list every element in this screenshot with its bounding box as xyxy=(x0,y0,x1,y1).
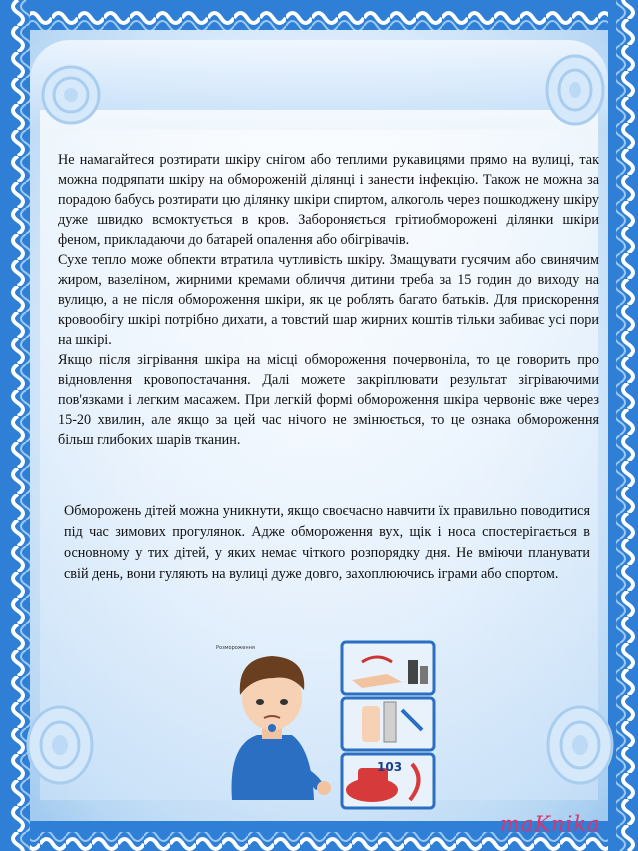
step-panel-2 xyxy=(342,698,434,750)
paragraph-1: Не намагайтеся розтирати шкіру снігом або теплими рукавицями прямо на вулиці, так можна подряпати шкіру на обмороженій ділянці і занести інфекцію. Також не можна за порадою бабусь розтирати цю ділянку шкіри спиртом, алкоголь через пошкоджену шкіру дуже швидко всмоктується в кров. Забороняється грітиобморожені ділянки шкіри феном, прикладаючи до батарей опалення або обігрівачів. xyxy=(58,152,599,248)
paragraph-3: Якщо після зігрівання шкіра на місці обмороження почервоніла, то це говорить про відновлення кровопостачання. Далі можете закріплювати результат зігріваючими пов'язками і легким масажем. При легкій формі обмороження шкіра червоніє вже через 15-20 хвилин, але якщо за цей час нічого не змінюється, то це ознака обмороження більш глибоких шарів тканин. xyxy=(58,352,599,448)
bottom-text xyxy=(64,501,590,585)
watermark: maKnika xyxy=(500,812,601,836)
scroll-curl-left-icon xyxy=(36,60,106,130)
boy-figure xyxy=(232,656,331,800)
illustration-caption: Розмороження xyxy=(216,645,255,651)
paragraph-2: Сухе тепло може обпекти втратила чутливість шкіру. Змащувати гусячим або свинячим жиром, вазеліном, жирними кремами обличчя дитини треба за 15 годин до виходу на вулицю, а не після обмороження шкіри, як це роблять багато батьків. Для прискорення кровообігу шкірі потрібно дихати, а товстий шар жирних коштів тільки забиває усі пори на шкірі. xyxy=(58,252,599,348)
paragraph-4: Обморожень дітей можна уникнути, якщо своєчасно навчити їх правильно поводитися під час зимових прогулянок. Адже обмороження вух, щік і носа спостерігається в основному у тих дітей, у яких немає чіткого розпорядку дня. Не вміючи планувати свій день, вони гуляють на вулиці дуже довго, захоплюючись іграми або спортом. xyxy=(64,503,590,582)
phone-number: 103 xyxy=(377,760,403,774)
main-text xyxy=(58,150,599,450)
step-panel-3 xyxy=(342,754,434,808)
scroll-curl-bottom-right-icon xyxy=(540,700,620,790)
frostbite-first-aid-illustration xyxy=(212,640,442,810)
step-panel-1 xyxy=(342,642,434,694)
scroll-curl-right-icon xyxy=(540,50,610,130)
scroll-curl-bottom-left-icon xyxy=(20,700,100,790)
